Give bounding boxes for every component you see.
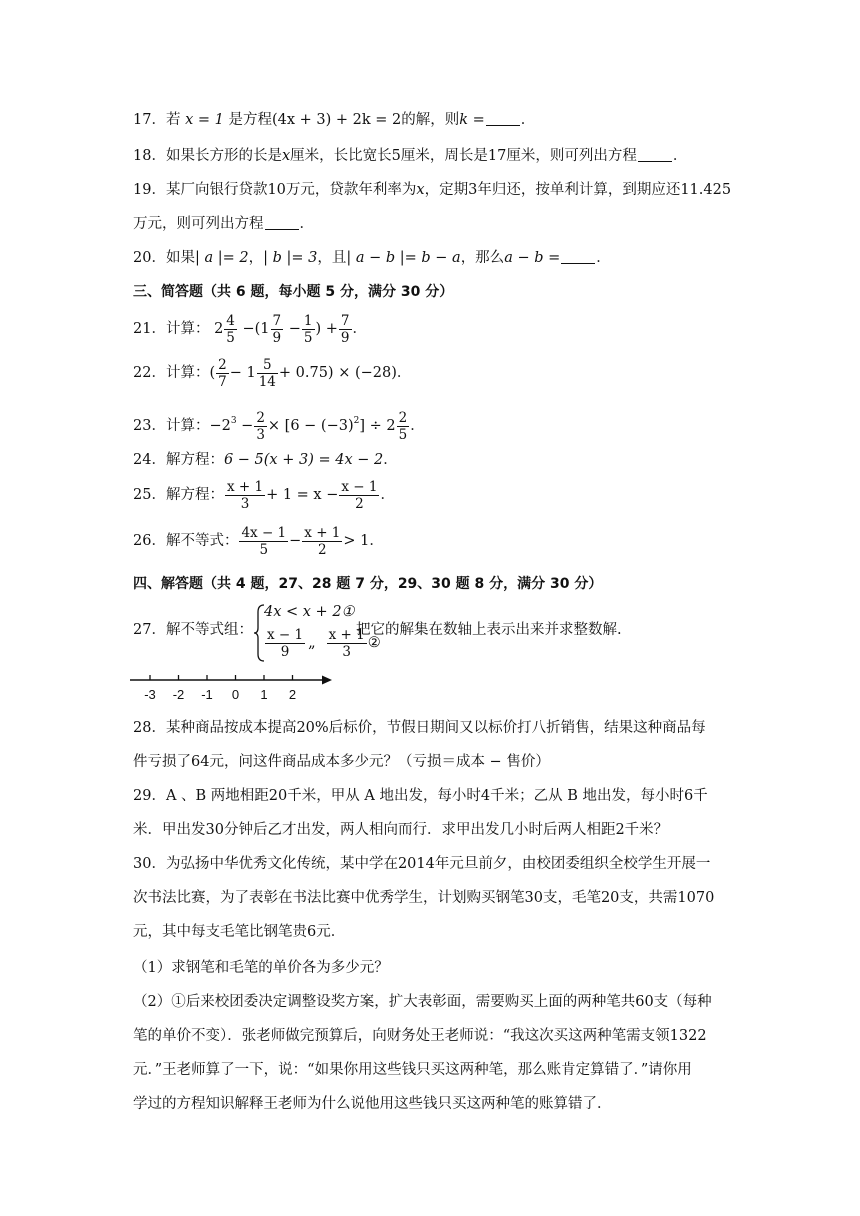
- question-text: 米．甲出发30分钟后乙才出发，两人相向而行．求甲出发几小时后两人相距2千米？: [133, 822, 669, 838]
- punctuation: ．: [299, 216, 314, 232]
- math-expression: −2: [209, 418, 231, 434]
- number-line-tick-label: 1: [260, 687, 268, 702]
- math-expression: | a |= 2: [194, 250, 249, 266]
- fraction: $\frac{4}{5}$: [226, 312, 235, 346]
- math-expression: + 0.75) × (−28): [278, 365, 397, 381]
- math-variable: x: [416, 182, 425, 198]
- answer-blank[interactable]: [265, 215, 299, 230]
- question-17: [133, 110, 535, 130]
- question-number: 30．: [133, 856, 166, 872]
- question-label: 计算：: [165, 321, 210, 337]
- question-text: （1）求钢笔和毛笔的单价各为多少元？: [133, 960, 389, 976]
- fraction: $\frac{2}{7}$: [218, 356, 227, 390]
- question-text: 把它的解集在数轴上表示出来并求整数解.: [356, 622, 622, 638]
- question-label: 解方程：: [165, 452, 224, 468]
- math-expression: + 1 = x −: [266, 487, 339, 503]
- math-operator: ) +: [315, 321, 338, 337]
- question-19: [133, 180, 731, 200]
- question-text: 件亏损了64元，问这件商品成本多少元？（亏损＝成本 − 售价）: [133, 754, 550, 770]
- question-number: 17．: [133, 112, 166, 128]
- question-number: 23．: [133, 418, 166, 434]
- number-line-tick-label: -2: [172, 687, 185, 702]
- number-line-tick-label: -1: [201, 687, 213, 702]
- question-text: ，那么: [460, 250, 505, 266]
- question-number: 25．: [133, 487, 166, 503]
- question-number: 28．: [133, 720, 166, 736]
- question-number: 29．: [133, 788, 166, 804]
- fraction: $\frac{x + 1}{3}$: [226, 478, 264, 512]
- math-operator: „: [308, 635, 316, 651]
- question-30-part2-line4: [133, 1094, 612, 1114]
- math-operator: −: [241, 418, 254, 434]
- question-29: [133, 786, 708, 806]
- question-number: 22．: [133, 365, 166, 381]
- fraction: $\frac{5}{14}$: [258, 356, 276, 390]
- exponent: 3: [230, 416, 237, 426]
- exponent: 2: [353, 416, 360, 426]
- punctuation: ．: [520, 112, 536, 128]
- question-text: 厘米，长比宽长5厘米，周长是17厘米，则可列出方程: [290, 148, 637, 164]
- question-text: 学过的方程知识解释王老师为什么说他用这些钱只买这两种笔的账算错了．: [133, 1096, 612, 1112]
- math-expression: | a − b |= b − a: [346, 250, 461, 266]
- question-text: 为弘扬中华优秀文化传统，某中学在2014年元旦前夕，由校团委组织全校学生开展一: [165, 856, 711, 872]
- number-line-tick-label: 2: [288, 687, 297, 702]
- fraction: $\frac{7}{9}$: [340, 312, 350, 346]
- punctuation: ．: [380, 487, 395, 503]
- fraction: $\frac{x - 1}{9}$: [267, 626, 304, 660]
- circled-marker: ②: [367, 635, 381, 651]
- question-number: 18．: [133, 148, 166, 164]
- question-text: 的解，则: [401, 112, 460, 128]
- math-expression: 6 − 5(x + 3) = 4x − 2: [223, 452, 384, 468]
- fraction: $\frac{4x - 1}{5}$: [241, 524, 287, 558]
- question-text: 若: [165, 112, 181, 128]
- question-22: [133, 356, 411, 390]
- question-29-line2: [133, 820, 668, 840]
- fraction: $\frac{x + 1}{3}$: [328, 626, 365, 660]
- question-number: 24．: [133, 452, 166, 468]
- question-text: 某种商品按成本提高20%后标价，节假日期间又以标价打八折销售，结果这种商品每: [165, 720, 706, 736]
- question-30: [133, 854, 710, 874]
- question-text: ，且: [317, 250, 347, 266]
- question-23: [133, 404, 425, 443]
- question-text: A 、B 两地相距20千米，甲从 A 地出发，每小时4千米；乙从 B 地出发，每小时6千: [165, 788, 708, 804]
- math-expression: a − b =: [504, 250, 561, 266]
- fraction: $\frac{1}{5}$: [303, 312, 313, 346]
- question-text: 万元，则可列出方程: [133, 216, 264, 232]
- question-28: [133, 718, 706, 738]
- fraction: $\frac{x - 1}{2}$: [341, 478, 378, 512]
- question-30-part1: [133, 958, 389, 978]
- question-21: [133, 312, 367, 346]
- answer-blank[interactable]: [486, 111, 520, 126]
- fraction: $\frac{2}{3}$: [256, 409, 265, 443]
- question-30-part2-line2: [133, 1026, 707, 1046]
- question-18: [133, 146, 687, 166]
- math-expression: (4x + 3) + 2k = 2: [271, 112, 402, 128]
- question-text: ，定期3年归还，按单利计算，到期应还11.425: [424, 182, 732, 198]
- question-text: 如果: [165, 250, 195, 266]
- math-operator: −: [288, 321, 301, 337]
- question-label: 解方程：: [165, 487, 224, 503]
- system-row-1: [264, 602, 355, 622]
- number-line: [128, 668, 338, 704]
- punctuation: ．: [369, 533, 384, 549]
- question-number: 27．: [133, 622, 166, 638]
- math-operator: −: [289, 533, 302, 549]
- section-header-3: 三、简答题（共 6 题，每小题 5 分，满分 30 分）: [133, 284, 454, 300]
- question-27-tail: [356, 620, 622, 640]
- question-text: 如果长方形的长是: [165, 148, 282, 164]
- question-28-line2: [133, 752, 550, 772]
- punctuation: ．: [396, 365, 412, 381]
- punctuation: ．: [410, 418, 425, 434]
- number-line-tick-label: -3: [144, 687, 156, 702]
- question-text: （2）①后来校团委决定调整设奖方案，扩大表彰面，需要购买上面的两种笔共60支（每种: [133, 994, 712, 1010]
- punctuation: ．: [383, 452, 398, 468]
- math-operator: −(1: [242, 321, 270, 337]
- question-label: 解不等式：: [165, 533, 239, 549]
- math-operator: − 1: [229, 365, 256, 381]
- punctuation: ．: [352, 321, 368, 337]
- math-expression: k =: [459, 112, 485, 128]
- math-variable: x: [281, 148, 291, 164]
- question-25: [133, 478, 395, 512]
- question-text: 次书法比赛，为了表彰在书法比赛中优秀学生，计划购买钢笔30支，毛笔20支，共需1070: [133, 890, 715, 906]
- question-label: 计算：: [165, 418, 210, 434]
- question-30-part2-line3: [133, 1060, 692, 1080]
- question-24: [133, 450, 398, 470]
- question-label: 解不等式组：: [165, 622, 253, 638]
- question-text: 是方程: [228, 112, 272, 128]
- question-label: 计算：: [165, 365, 210, 381]
- question-text: 某厂向银行贷款10万元，贷款年利率为: [165, 182, 417, 198]
- math-expression: ] ÷ 2: [359, 418, 396, 434]
- math-expression: × [6 − (−3): [267, 418, 354, 434]
- number-line-tick-label: 0: [231, 687, 240, 702]
- question-26: [133, 524, 384, 558]
- answer-blank[interactable]: [638, 147, 672, 162]
- question-number: 26．: [133, 533, 166, 549]
- fraction: $\frac{2}{5}$: [398, 409, 408, 443]
- math-number: 2: [214, 321, 224, 337]
- question-20: [133, 248, 611, 268]
- question-number: 19．: [133, 182, 166, 198]
- question-27-label: [133, 620, 253, 640]
- math-expression: | b |= 3: [263, 250, 318, 266]
- punctuation: ．: [596, 250, 611, 266]
- question-19-line2: [133, 214, 314, 234]
- question-text: 元，其中每支毛笔比钢笔贵6元．: [133, 924, 346, 940]
- fraction: $\frac{x + 1}{2}$: [304, 524, 341, 558]
- fraction: $\frac{7}{9}$: [272, 312, 282, 346]
- question-number: 21．: [133, 321, 166, 337]
- math-expression: > 1: [343, 533, 370, 549]
- math-expression: 4x < x + 2①: [264, 604, 355, 620]
- question-30-part2: [133, 992, 712, 1012]
- question-text: 元．”王老师算了一下，说：“如果你用这些钱只买这两种笔，那么账肯定算错了．”请你用: [133, 1062, 692, 1078]
- question-30-line3: [133, 922, 345, 942]
- question-number: 20．: [133, 250, 166, 266]
- question-text: 笔的单价不变）．张老师做完预算后，向财务处王老师说：“我这次买这两种笔需支领1322: [133, 1028, 707, 1044]
- punctuation: ，: [248, 250, 264, 266]
- question-30-line2: [133, 888, 714, 908]
- answer-blank[interactable]: [561, 249, 595, 264]
- number-line-arrow: [322, 676, 332, 685]
- section-header-4: 四、解答题（共 4 题，27、28 题 7 分，29、30 题 8 分，满分 30 分）: [133, 576, 603, 592]
- math-expression: x = 1: [185, 112, 224, 128]
- math-operator: (: [209, 365, 216, 381]
- punctuation: ．: [672, 148, 688, 164]
